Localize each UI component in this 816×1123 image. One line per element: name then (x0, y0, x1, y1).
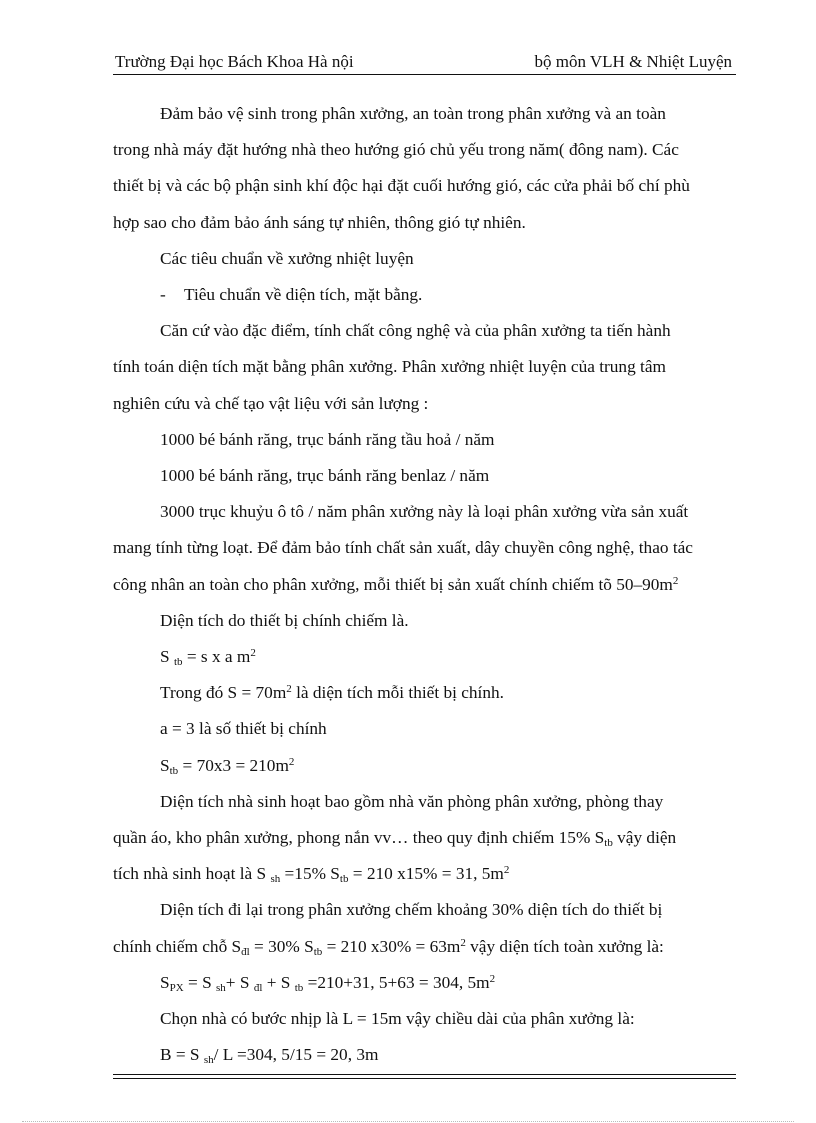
subscript: PX (169, 981, 184, 994)
text-run: chính chiếm chỗ S (113, 936, 242, 956)
subscript: tb (339, 873, 349, 886)
text-run: B = S (160, 1045, 200, 1065)
list-item-text: Tiêu chuẩn về diện tích, mặt bằng. (184, 285, 423, 305)
paragraph-line: thiết bị và các bộ phận sinh khí độc hại đặt cuối hướng gió, các cửa phải bố chí phù (113, 176, 690, 196)
paragraph-line (113, 820, 743, 856)
formula-line (113, 748, 743, 784)
paragraph-line: Diện tích đi lại trong phân xưởng chếm khoảng 30% diện tích do thiết bị (160, 900, 663, 920)
formula-line (113, 965, 743, 1001)
superscript: 2 (460, 936, 466, 949)
text-run: =210+31, 5+63 = 304, 5m (303, 972, 490, 992)
subscript: đl (253, 981, 263, 994)
superscript: 2 (503, 864, 510, 877)
paragraph-line: trong nhà máy đặt hướng nhà theo hướng gió chủ yếu trong năm( đông nam). Các (113, 140, 679, 160)
subscript: sh (270, 873, 281, 886)
text-run: = 70x3 = 210m (178, 755, 289, 775)
subscript: sh (203, 1054, 214, 1067)
paragraph-line: Diện tích nhà sinh hoạt bao gồm nhà văn phòng phân xưởng, phòng thay (160, 791, 664, 811)
document-body (113, 96, 743, 1073)
paragraph-line (113, 856, 743, 892)
paragraph-line: nghiên cứu và chế tạo vật liệu với sản lượng : (113, 393, 429, 413)
footer-rule-bottom (113, 1078, 736, 1079)
text-run: công nhân an toàn cho phân xưởng, mỗi thiết bị sản xuất chính chiếm tõ 50–90m (113, 574, 673, 594)
production-item: 1000 bé bánh răng, trục bánh răng tầu hoả / năm (160, 429, 495, 449)
text-run: / L =304, 5/15 = 20, 3m (213, 1045, 379, 1065)
text-run: = 210 x30% = 63m (322, 936, 461, 956)
text-run: = 30% S (249, 936, 314, 956)
superscript: 2 (250, 647, 256, 660)
header-university: Trường Đại học Bách Khoa Hà nội (115, 52, 354, 71)
section-heading: Các tiêu chuẩn về xưởng nhiệt luyện (160, 248, 414, 268)
paragraph-line (113, 929, 743, 965)
footer-rule-top (113, 1074, 736, 1075)
superscript: 2 (286, 683, 292, 696)
text-run: S (160, 647, 170, 667)
text-run: =15% S (280, 864, 340, 884)
subscript: tb (169, 764, 179, 777)
paragraph-line: hợp sao cho đảm bảo ánh sáng tự nhiên, thông gió tự nhiên. (113, 212, 526, 232)
production-item: 1000 bé bánh răng, trục bánh răng benlaz / năm (160, 466, 490, 486)
subscript: tb (173, 656, 183, 669)
paragraph-line: Diện tích do thiết bị chính chiếm là. (160, 610, 409, 630)
text-run: = 210 x15% = 31, 5m (348, 864, 504, 884)
superscript: 2 (489, 972, 496, 985)
superscript: 2 (288, 755, 295, 768)
formula-line (113, 1037, 743, 1073)
paragraph-line: Đảm bảo vệ sinh trong phân xưởng, an toàn trong phân xưởng và an toàn (160, 104, 666, 123)
paragraph-line (113, 675, 743, 711)
text-run: vậy diện tích toàn xưởng là: (465, 936, 664, 956)
text-run: S (160, 972, 170, 992)
subscript: sh (216, 981, 226, 994)
text-run: + S (225, 972, 250, 992)
text-run: + S (262, 972, 291, 992)
text-run: Trong đó S = 70m (160, 683, 287, 703)
subscript: tb (313, 945, 323, 958)
list-item (113, 277, 743, 313)
superscript: 2 (672, 574, 679, 587)
text-run: = s x a m (182, 647, 251, 667)
text-run: = S (183, 972, 212, 992)
dash-bullet: - (160, 285, 166, 305)
paragraph-line (113, 567, 743, 603)
subscript: tb (604, 837, 613, 850)
text-run: là diện tích mỗi thiết bị chính. (291, 683, 504, 703)
paragraph-line: Chọn nhà có bước nhịp là L = 15m vậy chiều dài của phân xưởng là: (160, 1009, 635, 1029)
paragraph-line: tính toán diện tích mặt bằng phân xưởng. Phân xưởng nhiệt luyện của trung tâm (113, 357, 666, 377)
text-run: S (160, 755, 170, 775)
text-run: quần áo, kho phân xưởng, phong nắn vv… theo quy định chiếm 15% S (113, 828, 605, 848)
paragraph-line: 3000 trục khuỷu ô tô / năm phân xưởng này là loại phân xưởng vừa sản xuất (160, 502, 689, 522)
paragraph-line: mang tính từng loạt. Để đảm bảo tính chất sản xuất, dây chuyền công nghệ, thao tác (113, 538, 693, 558)
page-header (113, 50, 736, 75)
subscript: đl (241, 945, 250, 958)
text-run: vậy diện (612, 828, 677, 848)
header-department: bộ môn VLH & Nhiệt Luyện (534, 52, 732, 71)
paragraph-line: a = 3 là số thiết bị chính (160, 719, 327, 739)
formula-line (113, 639, 743, 675)
subscript: tb (294, 981, 304, 994)
text-run: tích nhà sinh hoạt là S (113, 864, 267, 884)
paragraph-line: Căn cứ vào đặc điểm, tính chất công nghệ và của phân xưởng ta tiến hành (160, 321, 671, 341)
page-edge-dotted-line (22, 1121, 794, 1122)
